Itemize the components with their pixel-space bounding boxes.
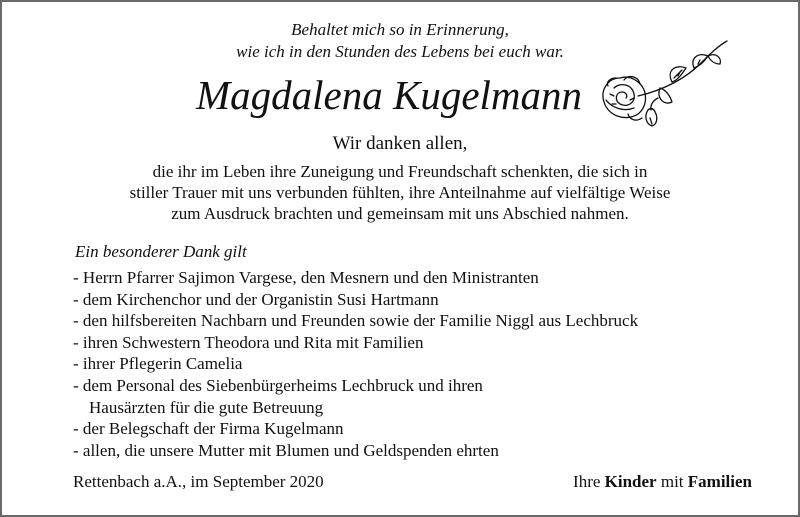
list-item-continuation: Hausärzten für die gute Betreuung xyxy=(89,397,324,417)
signature-prefix: Ihre xyxy=(573,472,601,491)
signature-mit: mit xyxy=(660,472,684,491)
body-line-3: zum Ausdruck brachten und gemeinsam mit uns Abschied nahmen. xyxy=(171,204,629,223)
thanks-heading: Wir danken allen, xyxy=(332,133,468,154)
list-item: - ihren Schwestern Theodora und Rita mit Familien xyxy=(73,332,424,352)
body-line-2: stiller Trauer mit uns verbunden fühlten, ihre Anteilnahme auf vielfältige Weise xyxy=(129,183,671,202)
place-date: Rettenbach a.A., im September 2020 xyxy=(73,472,324,491)
signature xyxy=(573,472,752,492)
list-item: - ihrer Pflegerin Camelia xyxy=(73,354,243,374)
list-item: - dem Personal des Siebenbürgerheims Lechbruck und ihren xyxy=(73,375,483,395)
body-line-1: die ihr im Leben ihre Zuneigung und Freundschaft schenkten, die sich in xyxy=(152,162,648,181)
thanks-list xyxy=(73,267,638,461)
list-item: - der Belegschaft der Firma Kugelmann xyxy=(73,419,344,439)
signature-familien: Familien xyxy=(687,472,752,491)
list-item: - dem Kirchenchor und der Organistin Susi Hartmann xyxy=(73,289,439,309)
list-item: - den hilfsbereiten Nachbarn und Freunden sowie der Familie Niggl aus Lechbruck xyxy=(73,311,639,331)
rose-icon xyxy=(594,38,744,130)
deceased-name: Magdalena Kugelmann xyxy=(196,72,583,118)
motto-line-1: Behaltet mich so in Erinnerung, xyxy=(291,20,509,39)
signature-kinder: Kinder xyxy=(604,472,657,491)
motto-line-2: wie ich in den Stunden des Lebens bei euch war. xyxy=(236,42,564,61)
list-item: - allen, die unsere Mutter mit Blumen und Geldspenden ehrten xyxy=(73,440,499,460)
special-thanks-heading: Ein besonderer Dank gilt xyxy=(75,242,247,261)
list-item: - Herrn Pfarrer Sajimon Vargese, den Mesnern und den Ministranten xyxy=(73,268,539,287)
